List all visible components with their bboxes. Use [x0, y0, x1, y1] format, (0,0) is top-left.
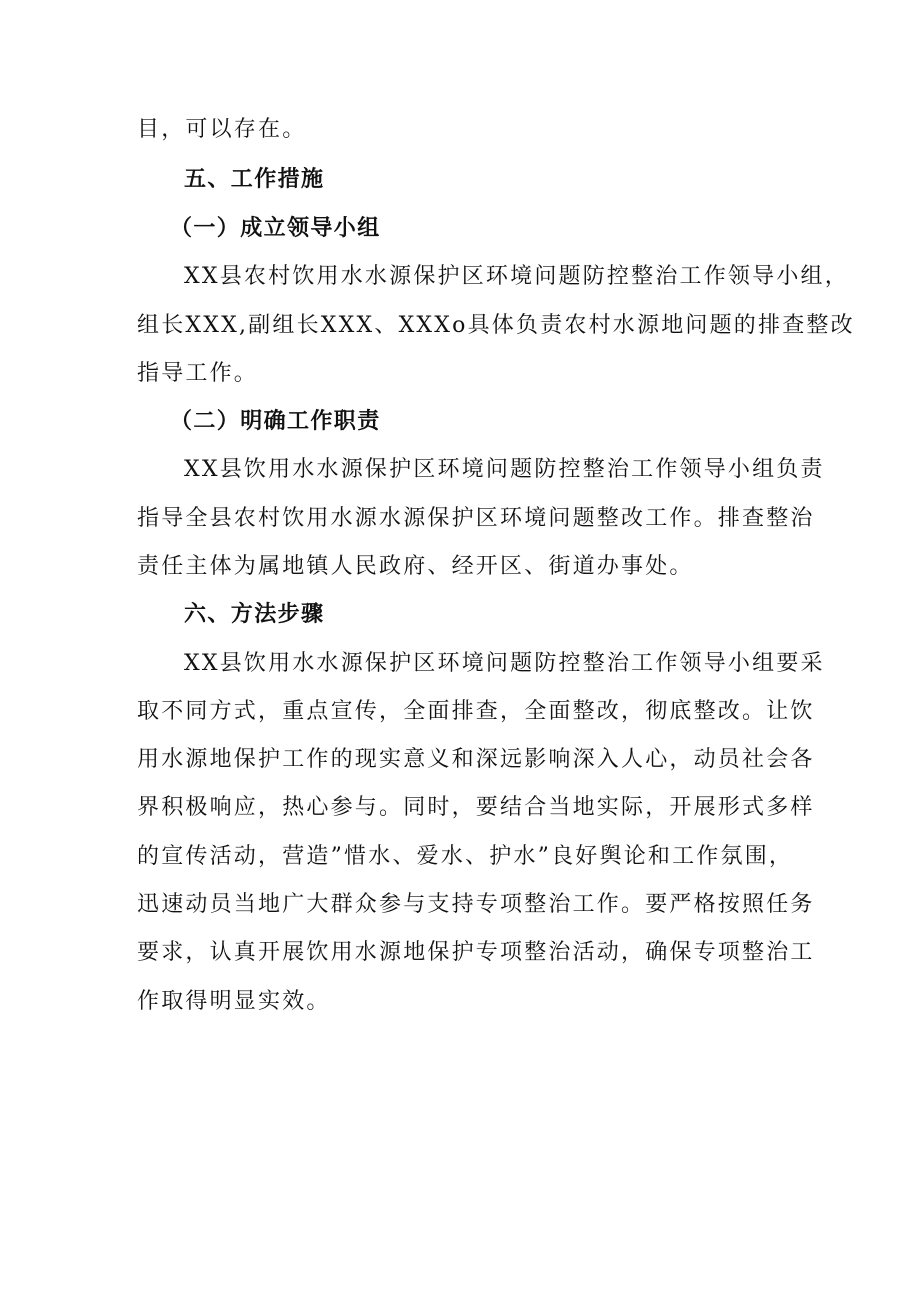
section-6-line: 迅速动员当地广大群众参与支持专项整治工作。要严格按照任务 [137, 892, 815, 917]
subsection-2-line: 责任主体为属地镇人民政府、经开区、街道办事处。 [137, 554, 694, 579]
section-5-heading: 五、工作措施 [184, 167, 325, 192]
subsection-1-line: 指导工作。 [137, 361, 259, 386]
section-6-line: 用水源地保护工作的现实意义和深远影响深入人心，动员社会各 [137, 747, 815, 772]
section-6-heading: 六、方法步骤 [184, 602, 325, 627]
section-6-line: 的宣传活动，营造”惜水、爱水、护水”良好舆论和工作氛围， [137, 844, 794, 869]
subsection-1-heading: （一）成立领导小组 [170, 216, 381, 241]
section-6-line: 作取得明显实效。 [137, 989, 331, 1014]
section-6-line: 界积极响应，热心参与。同时，要结合当地实际，开展形式多样 [137, 795, 815, 820]
subsection-1-line: XX县农村饮用水水源保护区环境问题防控整治工作领导小组， [184, 264, 849, 289]
section-6-line: 取不同方式，重点宣传，全面排查，全面整改，彻底整改。让饮 [137, 699, 815, 724]
subsection-2-line: 指导全县农村饮用水源水源保护区环境问题整改工作。排查整治 [137, 506, 815, 531]
intro-tail-line: 目，可以存在。 [137, 117, 307, 142]
subsection-2-heading: （二）明确工作职责 [170, 409, 381, 434]
section-6-line: 要求，认真开展饮用水源地保护专项整治活动，确保专项整治工 [137, 940, 815, 965]
subsection-2-line: XX县饮用水水源保护区环境问题防控整治工作领导小组负责 [184, 457, 825, 482]
section-6-line: XX县饮用水水源保护区环境问题防控整治工作领导小组要采 [184, 651, 825, 676]
subsection-1-line: 组长XXX,副组长XXX、XXXo具体负责农村水源地问题的排查整改 [137, 313, 855, 338]
